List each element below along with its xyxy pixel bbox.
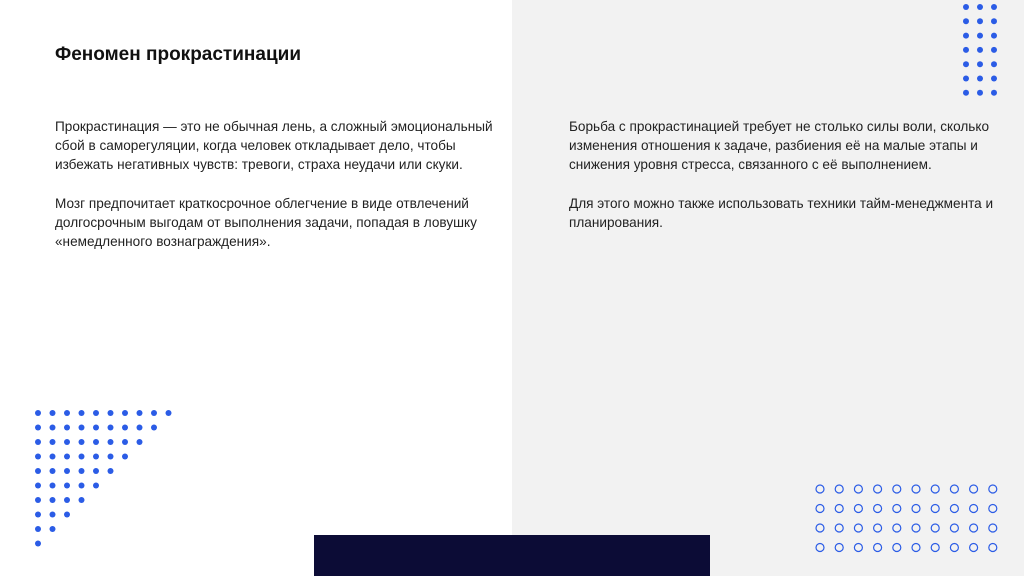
dot	[35, 497, 41, 503]
dot	[963, 18, 969, 24]
circle-outline	[874, 524, 882, 532]
circle-outline	[912, 505, 920, 513]
dot	[64, 483, 70, 489]
circle-outline	[893, 524, 901, 532]
dot	[977, 47, 983, 53]
dot	[93, 468, 99, 474]
circle-outline	[835, 544, 843, 552]
circle-outline	[893, 544, 901, 552]
dot	[977, 4, 983, 10]
dot	[79, 497, 85, 503]
circle-outline	[874, 485, 882, 493]
dot	[64, 439, 70, 445]
dot	[122, 454, 128, 460]
dot	[963, 47, 969, 53]
dot	[108, 468, 114, 474]
circle-outline	[816, 485, 824, 493]
dot	[963, 33, 969, 39]
circle-outline	[989, 544, 997, 552]
circle-outline	[835, 485, 843, 493]
circle-outline	[893, 485, 901, 493]
dot	[122, 425, 128, 431]
dot	[79, 454, 85, 460]
dot	[64, 454, 70, 460]
circle-outline	[874, 505, 882, 513]
dot	[93, 425, 99, 431]
dot	[50, 497, 56, 503]
dot	[35, 483, 41, 489]
dot	[963, 61, 969, 67]
circle-outline	[912, 544, 920, 552]
dot	[50, 410, 56, 416]
slide-title: Феномен прокрастинации	[55, 44, 301, 65]
circle-outline	[816, 544, 824, 552]
circle-outline	[912, 485, 920, 493]
dot	[122, 410, 128, 416]
dot	[35, 526, 41, 532]
right-paragraph-2: Для этого можно также использовать техники тайм-менеджмента и планирования.	[569, 195, 994, 230]
bottom-right-circle-grid	[816, 485, 997, 552]
dot	[977, 18, 983, 24]
dot	[50, 526, 56, 532]
dot	[35, 468, 41, 474]
circle-outline	[874, 544, 882, 552]
dot	[122, 439, 128, 445]
circle-outline	[893, 505, 901, 513]
dot	[64, 512, 70, 518]
dot	[64, 410, 70, 416]
circle-outline	[835, 505, 843, 513]
dot	[50, 425, 56, 431]
right-paragraph-1: Борьба с прокрастинацией требует не столько силы воли, сколько изменения отношения к задаче, разбиения её на малые этапы и снижения уровня стресса, связанного с её выполнением.	[569, 119, 990, 173]
dot	[151, 410, 157, 416]
dot	[93, 483, 99, 489]
circle-outline	[931, 544, 939, 552]
dot	[93, 454, 99, 460]
dot	[35, 425, 41, 431]
circle-outline	[816, 524, 824, 532]
circle-outline	[912, 524, 920, 532]
dot	[991, 18, 997, 24]
dot	[108, 410, 114, 416]
circle-outline	[931, 505, 939, 513]
dot	[977, 61, 983, 67]
dot	[977, 76, 983, 82]
dot	[50, 439, 56, 445]
dot	[991, 33, 997, 39]
dot	[35, 541, 41, 547]
circle-outline	[835, 524, 843, 532]
dot	[991, 47, 997, 53]
dot	[963, 76, 969, 82]
dot	[79, 410, 85, 416]
dot	[963, 4, 969, 10]
dot	[991, 76, 997, 82]
dot	[991, 4, 997, 10]
dot	[35, 439, 41, 445]
circle-outline	[854, 485, 862, 493]
circle-outline	[970, 524, 978, 532]
dot	[137, 439, 143, 445]
circle-outline	[950, 505, 958, 513]
dot	[50, 454, 56, 460]
dot	[64, 425, 70, 431]
dot	[79, 468, 85, 474]
dot	[977, 90, 983, 96]
circle-outline	[931, 485, 939, 493]
circle-outline	[970, 544, 978, 552]
circle-outline	[854, 544, 862, 552]
circle-outline	[854, 505, 862, 513]
circle-outline	[931, 524, 939, 532]
dot	[79, 439, 85, 445]
circle-outline	[989, 505, 997, 513]
dot	[64, 468, 70, 474]
dot	[137, 425, 143, 431]
circle-outline	[950, 544, 958, 552]
circle-outline	[816, 505, 824, 513]
circle-outline	[950, 524, 958, 532]
circle-outline	[970, 505, 978, 513]
left-paragraph-1: Прокрастинация — это не обычная лень, а сложный эмоциональный сбой в саморегуляции, когда человек откладывает дело, чтобы избежать негативных чувств: тревоги, страха неудачи или скуки.	[55, 119, 493, 173]
top-right-dot-grid	[963, 4, 997, 96]
dot	[50, 512, 56, 518]
circle-outline	[854, 524, 862, 532]
dot	[963, 90, 969, 96]
circle-outline	[989, 485, 997, 493]
circle-outline	[970, 485, 978, 493]
dot	[991, 61, 997, 67]
dot	[108, 454, 114, 460]
bottom-left-dot-triangle	[35, 410, 172, 547]
left-paragraph-2: Мозг предпочитает краткосрочное облегчение в виде отвлечений долгосрочным выгодам от выполнения задачи, попадая в ловушку «немедленного вознаграждения».	[55, 195, 477, 250]
dot	[93, 439, 99, 445]
dot	[137, 410, 143, 416]
dot	[35, 454, 41, 460]
dot	[50, 468, 56, 474]
dot	[977, 33, 983, 39]
dot	[35, 512, 41, 518]
dot	[79, 425, 85, 431]
dot	[151, 425, 157, 431]
dot	[50, 483, 56, 489]
dot	[64, 497, 70, 503]
dot	[991, 90, 997, 96]
dot	[166, 410, 172, 416]
dot	[35, 410, 41, 416]
dot	[108, 439, 114, 445]
dot	[79, 483, 85, 489]
dot	[108, 425, 114, 431]
circle-outline	[950, 485, 958, 493]
dot	[93, 410, 99, 416]
circle-outline	[989, 524, 997, 532]
